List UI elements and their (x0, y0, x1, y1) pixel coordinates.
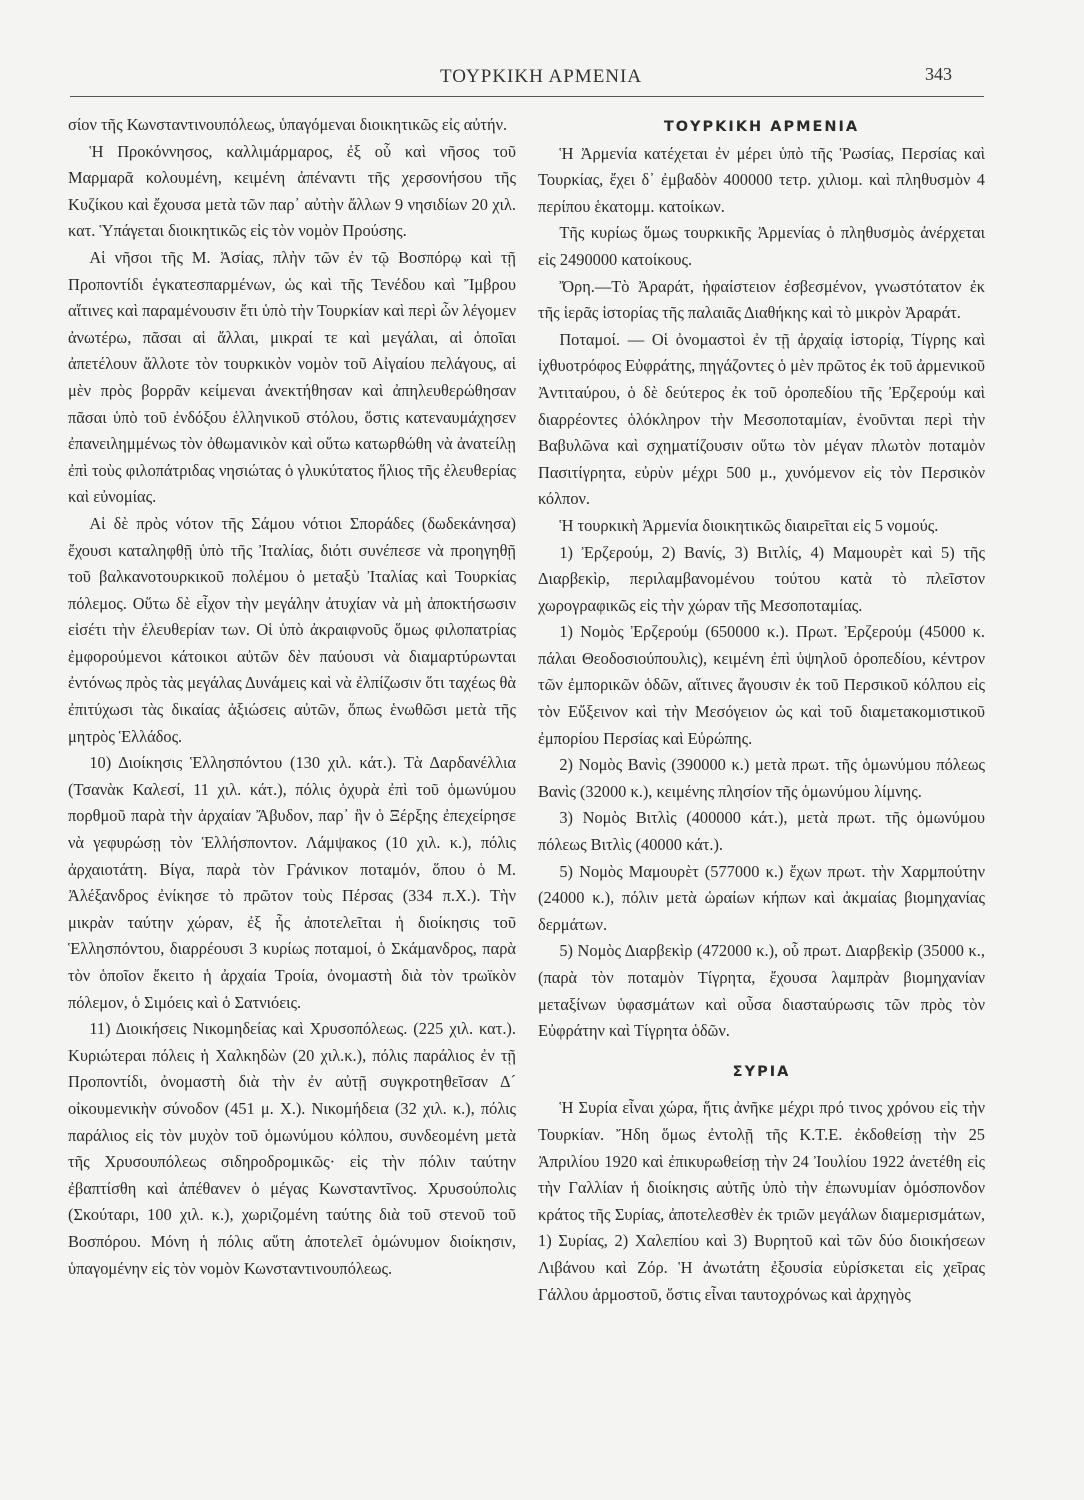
right-column (538, 114, 985, 1308)
paragraph: Ἡ τουρκικὴ Ἀρμενία διοικητικῶς διαιρεῖται εἰς 5 νομούς. (559, 515, 939, 535)
section-title-syria: ΣΥΡΙΑ (732, 1063, 791, 1080)
paragraph: 2) Νομὸς Βανὶς (390000 κ.) μετὰ πρωτ. τῆς ὁμωνύμου πόλεως Βανὶς (32000 κ.), κειμένης πλησίον τῆς ὁμωνύμου λίμνης. (538, 755, 985, 801)
left-column (68, 112, 516, 1282)
paragraph: Ἡ Προκόννησος, καλλιμάρμαρος, ἐξ οὗ καὶ νῆσος τοῦ Μαρμαρᾶ κολουμένη, κειμένη ἀπέναντι τῆς χερσονήσου τῆς Κυζίκου καὶ ἔχουσα μετὰ τῶν παρ᾽ αὐτὴν ἄλλων 9 νησιδίων 20 χιλ. κατ. Ὑπάγεται διοικητικῶς εἰς τὸν νομὸν Προύσης. (68, 141, 516, 241)
paragraph: Αἱ δὲ πρὸς νότον τῆς Σάμου νότιοι Σποράδες (δωδεκάνησα) ἔχουσι καταληφθῇ ὑπὸ τῆς Ἰταλίας, διότι συνέπεσε νὰ προηγηθῇ τοῦ βαλκανοτουρκικοῦ πολέμου ὁ μεταξὺ Ἰταλίας καὶ Τουρκίας πόλεμος. Οὕτω δὲ εἶχον τὴν μεγάλην ἀτυχίαν νὰ μὴ ἀποκτήσωσιν εἰσέτι τὴν ἐλευθερίαν των. Οἱ ὑπὸ ἀκραιφνοῦς ὅμως φιλοπατρίας ἐμφορούμενοι κάτοικοι αὐτῶν δὲν παύουσι νὰ διαμαρτύρωνται ἐντόνως πρὸς τὰς μεγάλας Δυνάμεις καὶ νὰ ἐλπίζωσιν ὅτι ταχέως θὰ ἐπιτύχωσι τὰς δικαίας ἀξιώσεις αὐτῶν, ὅπως ἑνωθῶσι μετὰ τῆς μητρὸς Ἑλλάδος. (68, 513, 516, 746)
paragraph: Ἡ Ἀρμενία κατέχεται ἐν μέρει ὑπὸ τῆς Ῥωσίας, Περσίας καὶ Τουρκίας, ἔχει δ᾽ ἐμβαδὸν 400000 τετρ. χιλιομ. καὶ πληθυσμὸν 4 περίπου ἑκατομμ. κατοίκων. (538, 143, 985, 216)
paragraph: Ποταμοί. — Οἱ ὀνομαστοὶ ἐν τῇ ἀρχαίᾳ ἱστορίᾳ, Τίγρης καὶ ἰχθυοτρόφος Εὐφράτης, πηγάζοντες ὁ μὲν πρῶτος ἐκ τοῦ ἀρμενικοῦ Ἀντιταύρου, ὁ δὲ δεύτερος ἐκ τοῦ ὀροπεδίου τῆς Ἐρζερούμ καὶ διαρρέοντες ὁλόκληρον τὴν Μεσοποταμίαν, ἑνοῦνται περὶ τὴν Βαβυλῶνα καὶ σχηματίζουσιν οὕτω τὸν μέγαν πλωτὸν ποταμὸν Πασιτίγρητα, εὐρὺν μέχρι 500 μ., χυνόμενον εἰς τὸν Περσικὸν κόλπον. (538, 329, 985, 509)
paragraph: Ὄρη.—Τὸ Ἀραράτ, ἡφαίστειον ἐσβεσμένον, γνωστότατον ἐκ τῆς ἱερᾶς ἱστορίας τῆς παλαιᾶς Διαθήκης καὶ τὸ μικρὸν Ἀραράτ. (538, 276, 985, 323)
paragraph: Τῆς κυρίως ὅμως τουρκικῆς Ἀρμενίας ὁ πληθυσμὸς ἀνέρχεται εἰς 2490000 κατοίκους. (538, 223, 985, 269)
paragraph: 5) Νομὸς Μαμουρὲτ (577000 κ.) ἔχων πρωτ. τὴν Χαρμπούτην (24000 κ.), πόλιν μετὰ ὡραίων κήπων καὶ ἀκμαίας βιομηχανίας δερμάτων. (538, 861, 985, 934)
paragraph: 11) Διοικήσεις Νικομηδείας καὶ Χρυσοπόλεως. (225 χιλ. κατ.). Κυριώτεραι πόλεις ἡ Χαλκηδὼν (20 χιλ.κ.), πόλις παράλιος ἐν τῇ Προποντίδι, ὀνομαστὴ διὰ τὴν ἐν αὐτῇ συγκροτηθεῖσαν Δ´ οἰκουμενικὴν σύνοδον (451 μ. Χ.). Νικομήδεια (32 χιλ. κ.), πόλις παράλιος εἰς τὸν μυχὸν τοῦ ὁμωνύμου κόλπου, συνδεομένη μετὰ τῆς Χρυσουπόλεως σιδηροδρομικῶς· εἰς τὴν πόλιν ταύτην ἐβαπτίσθη καὶ ἀπέθανεν ὁ μέγας Κωνσταντῖνος. Χρυσούπολις (Σκούταρι, 100 χιλ. κ.), χωριζομένη ταύτης διὰ τοῦ στενοῦ τοῦ Βοσπόρου. Μόνη ἡ πόλις αὕτη ἀποτελεῖ ὁμώνυμον διοίκησιν, ὑπαγομένην εἰς τὸν νομὸν Κωνσταντινουπόλεως. (68, 1019, 516, 1278)
paragraph: 1) Νομὸς Ἐρζερούμ (650000 κ.). Πρωτ. Ἐρζερούμ (45000 κ. πάλαι Θεοδοσιούπουλις), κειμένη ἐπὶ ὑψηλοῦ ὀροπεδίου, κέντρον τῶν ἐμπορικῶν ὁδῶν, αἵτινες ἄγουσιν ἐκ τοῦ Περσικοῦ κόλπου εἰς τὸν Εὔξεινον καὶ τὴν Μεσόγειον ὡς καὶ τοῦ διαμετακομιστικοῦ ἐμπορίου Περσίας καὶ Εὐρώπης. (538, 622, 985, 748)
header-rule (70, 96, 984, 97)
paragraph: 5) Νομὸς Διαρβεκὶρ (472000 κ.), οὗ πρωτ. Διαρβεκὶρ (35000 κ., (παρὰ τὸν ποταμὸν Τίγρητα, ἔχουσα λαμπρὰν βιομηχανίαν μεταξίνων ὑφασμάτων καὶ οὖσα διασταύρωσις τῶν πρὸς τὸν Εὐφράτην καὶ Τίγρητα ὁδῶν. (538, 941, 985, 1041)
paragraph: 3) Νομὸς Βιτλὶς (400000 κάτ.), μετὰ πρωτ. τῆς ὁμωνύμου πόλεως Βιτλὶς (40000 κάτ.). (538, 808, 985, 855)
paragraph: 10) Διοίκησις Ἑλλησπόντου (130 χιλ. κάτ.). Τὰ Δαρδανέλλια (Τσανὰκ Καλεσί, 11 χιλ. κάτ.), πόλις ὀχυρὰ ἐπὶ τοῦ ὁμωνύμου πορθμοῦ παρὰ τὴν ἀρχαίαν Ἄβυδον, παρ᾽ ἣν ὁ Ξέρξης ἐπεχείρησε νὰ γεφυρώσῃ τὸν Ἑλλήσποντον. Λάμψακος (10 χιλ. κ.), πόλις ἀρχαιοτάτη. Βίγα, παρὰ τὸν Γράνικον ποταμόν, ὅπου ὁ Μ. Ἀλέξανδρος ἐνίκησε τὸ πρῶτον τοὺς Πέρσας (334 π.Χ.). Τὴν μικρὰν ταύτην χώραν, ἐξ ἧς ἀποτελεῖται ἡ διοίκησις τοῦ Ἑλλησπόντου, διαρρέουσι 3 κυρίως ποταμοί, ὁ Σκάμανδρος, παρὰ τὸν ὁποῖον ἔκειτο ἡ ἀρχαία Τροία, ὀνομαστὴ διὰ τὸν τρωϊκὸν πόλεμον, ὁ Σιμόεις καὶ ὁ Σατνιόεις. (68, 753, 516, 1012)
page-number: 343 (925, 64, 952, 84)
paragraph: Αἱ νῆσοι τῆς Μ. Ἀσίας, πλὴν τῶν ἐν τῷ Βοσπόρῳ καὶ τῇ Προποντίδι ἐγκατεσπαρμένων, ὡς καὶ τῆς Τενέδου καὶ Ἴμβρου αἵτινες καὶ παραμένουσιν ἔτι ὑπὸ τὴν Τουρκίαν καὶ περὶ ὧν λέγομεν ἀνωτέρω, πᾶσαι αἱ ἄλλαι, μικραί τε καὶ μεγάλαι, αἱ ὁποῖαι ἀπετέλουν ἄλλοτε τὸν τουρκικὸν νομὸν τοῦ Αἰγαίου πελάγους, αἱ μὲν πρὸς βορρᾶν κείμεναι ἀνεκτήθησαν καὶ ἀπηλευθερώθησαν πᾶσαι ὑπὸ τοῦ ἐνδόξου ἑλληνικοῦ στόλου, ὅστις κατεναυμάχησεν ἐπανειλημμένως τὸν ὀθωμανικὸν καὶ οὕτω κατωρθώθη νὰ ἀνατείλῃ ἐπὶ τοὺς φιλοπάτριδας νησιώτας ὁ γλυκύτατος ἥλιος τῆς ἐλευθερίας καὶ εὐνομίας. (68, 247, 516, 507)
paragraph: σίον τῆς Κωνσταντινουπόλεως, ὑπαγόμεναι διοικητικῶς εἰς αὐτήν. (68, 115, 508, 134)
section-title-armenia: ΤΟΥΡΚΙΚΗ ΑΡΜΕΝΙΑ (663, 119, 860, 135)
paragraph: Ἡ Συρία εἶναι χώρα, ἥτις ἀνῆκε μέχρι πρό τινος χρόνου εἰς τὴν Τουρκίαν. Ἤδη ὅμως ἐντολῇ τῆς Κ.Τ.Ε. ἐκδοθείσῃ τὴν 25 Ἀπριλίου 1920 καὶ ἐπικυρωθείσῃ τὴν 24 Ἰουλίου 1922 ἀνετέθη εἰς τὴν Γαλλίαν ἡ διοίκησις αὐτῆς ὑπὸ τὴν ἐπωνυμίαν ὁμόσπονδον κράτος τῆς Συρίας, ἀποτελεσθὲν ἐκ τριῶν μεγάλων διαμερισμάτων, 1) Συρίας, 2) Χαλεπίου καὶ 3) Βυρητοῦ καὶ τῶν δύο διοικήσεων Λιβάνου καὶ Ζόρ. Ἡ ἀνωτάτη ἐξουσία εὑρίσκεται εἰς χεῖρας Γάλλου ἁρμοστοῦ, ὅστις εἶναι ταυτοχρόνως καὶ ἀρχηγὸς (538, 1098, 985, 1304)
paragraph: 1) Ἐρζερούμ, 2) Βανίς, 3) Βιτλίς, 4) Μαμουρὲτ καὶ 5) τῆς Διαρβεκὶρ, περιλαμβανομένου τούτου κατὰ τὸ πλεῖστον χωρογραφικῶς εἰς τὴν χώραν τῆς Μεσοποταμίας. (538, 542, 985, 615)
running-head: ΤΟΥΡΚΙΚΗ ΑΡΜΕΝΙΑ (440, 66, 643, 87)
